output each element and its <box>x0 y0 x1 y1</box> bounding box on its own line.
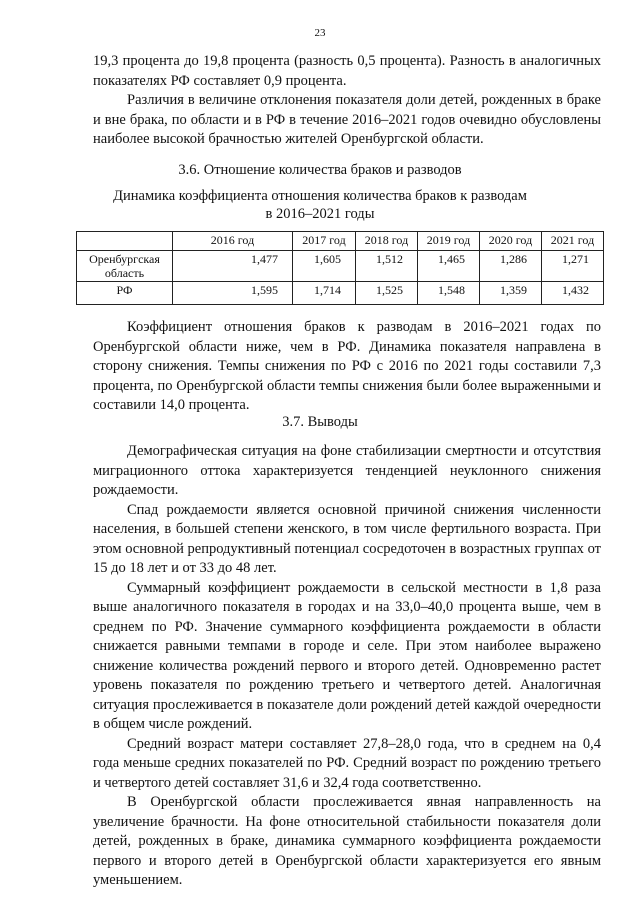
table-header-cell <box>77 232 173 251</box>
conclusion-paragraph: Суммарный коэффициент рождаемости в сельской местности в 1,8 раза выше аналогичного показателя в городах и на 33,0–40,0 процента выше, чем в среднем по РФ. Значение суммарного коэффициента рождаемости в области снижается равными темпами в городе и селе. При этом наиболее выражено снижение количества рождений первого и второго детей. Одновременно растет уровень показателя по рождению третьего и четвертого детей. Аналогичная ситуация прослеживается в показателе доли рождений детей каждой очередности в общем числе рождений. <box>93 579 601 732</box>
marriage-divorce-ratio-table <box>76 231 604 305</box>
conclusion-paragraph: Спад рождаемости является основной причиной снижения численности населения, в большей степени женского, в том числе фертильного возраста. При этом основной репродуктивный потенциал сосредоточен в возрастных группах от 15 до 18 лет и от 33 до 48 лет. <box>93 501 601 576</box>
table-cell: 1,477 <box>173 251 293 282</box>
table-row <box>77 282 604 305</box>
table-caption-line2: в 2016–2021 годы <box>265 206 375 222</box>
section-36-body <box>93 318 601 416</box>
table-cell: 1,465 <box>418 251 480 282</box>
table-header-cell: 2016 год <box>173 232 293 251</box>
table-row-name: Оренбургская область <box>77 251 173 282</box>
table-cell: 1,605 <box>293 251 356 282</box>
table-header-cell: 2017 год <box>293 232 356 251</box>
table-cell: 1,359 <box>480 282 542 305</box>
table-header-row <box>77 232 604 251</box>
table-cell: 1,512 <box>356 251 418 282</box>
table-row-name: РФ <box>77 282 173 305</box>
table-cell: 1,432 <box>542 282 604 305</box>
table-cell: 1,548 <box>418 282 480 305</box>
section-37-title: 3.7. Выводы <box>282 414 358 430</box>
table-header-cell: 2019 год <box>418 232 480 251</box>
page-number: 23 <box>314 27 326 39</box>
intro-paragraph: Различия в величине отклонения показателя доли детей, рожденных в браке и вне брака, по области и в РФ в течение 2016–2021 годов очевидно обусловлены наиболее высокой брачностью жителей Оренбургской области. <box>93 92 601 147</box>
table-header-cell: 2018 год <box>356 232 418 251</box>
table-cell: 1,271 <box>542 251 604 282</box>
intro-text <box>93 52 601 150</box>
section-36-title: 3.6. Отношение количества браков и разводов <box>178 162 462 178</box>
table-header-cell: 2020 год <box>480 232 542 251</box>
table-cell: 1,714 <box>293 282 356 305</box>
table-cell: 1,286 <box>480 251 542 282</box>
table-cell: 1,595 <box>173 282 293 305</box>
conclusion-paragraph: Демографическая ситуация на фоне стабилизации смертности и отсутствия миграционного оттока характеризуется тенденцией неуклонного снижения рождаемости. <box>93 443 601 498</box>
table-header-cell: 2021 год <box>542 232 604 251</box>
table-cell: 1,525 <box>356 282 418 305</box>
conclusion-paragraph: Средний возраст матери составляет 27,8–28,0 года, что в среднем на 0,4 года меньше средних показателей по РФ. Средний возраст по рождению третьего и четвертого детей составляет 31,6 и 32,4 года соответственно. <box>93 735 601 791</box>
table-caption-line1: Динамика коэффициента отношения количества браков к разводам <box>113 188 527 204</box>
conclusions-text <box>93 442 601 891</box>
body-paragraph: Коэффициент отношения браков к разводам в 2016–2021 годах по Оренбургской области ниже, чем в РФ. Динамика показателя направлена в сторону снижения. Темпы снижения по РФ с 2016 по 2021 годы составили 7,3 процента, по Оренбургской области темпы снижения были более выраженными и составили 14,0 процента. <box>93 319 601 413</box>
table-row <box>77 251 604 282</box>
intro-paragraph: 19,3 процента до 19,8 процента (разность 0,5 процента). Разность в аналогичных показателях РФ составляет 0,9 процента. <box>93 53 601 89</box>
conclusion-paragraph: В Оренбургской области прослеживается явная направленность на увеличение брачности. На фоне относительной стабильности показателя доли детей, рожденных в браке, динамика суммарного коэффициента рождаемости первого и второго детей в Оренбургской области характеризуется его явным уменьшением. <box>93 794 601 888</box>
